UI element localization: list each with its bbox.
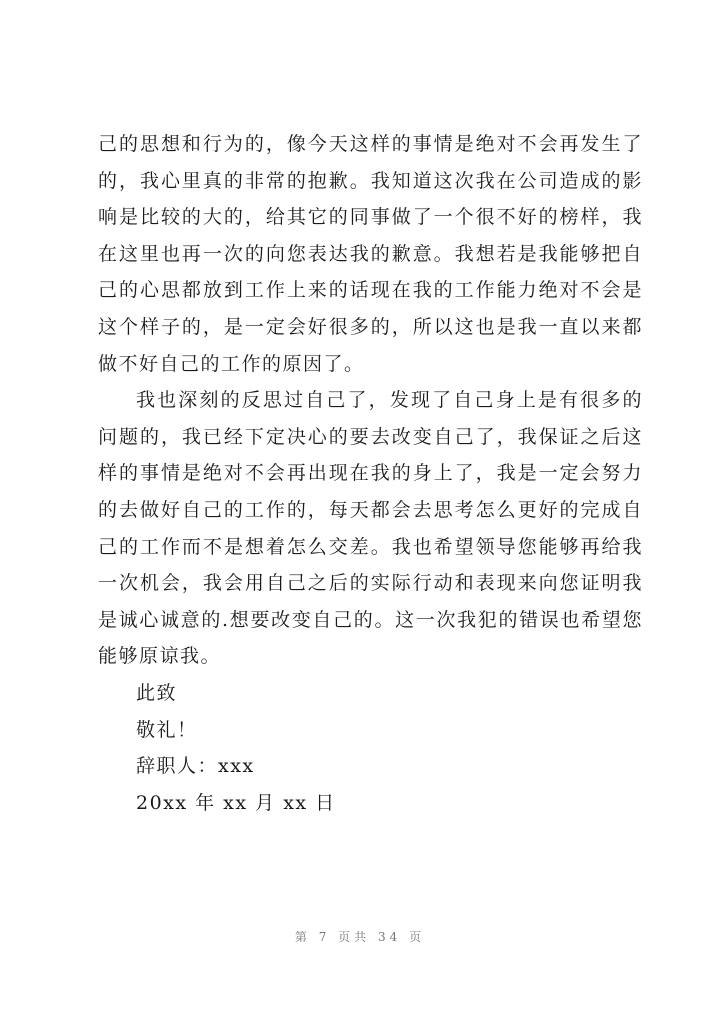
date-line: 20xx 年 xx 月 xx 日: [136, 791, 336, 814]
signature-line: 辞职人：xxx: [136, 755, 255, 778]
page-number-footer: 第 7 页共 34 页: [294, 930, 426, 944]
paragraph-2: 我也深刻的反思过自己了，发现了自己身上是有很多的问题的，我已经下定决心的要去改变自己了，我保证之后这样的事情是绝对不会再出现在我的身上了，我是一定会努力的去做好自己的工作的，每天都会去思考怎么更好的完成自己的工作而不是想着怎么交差。我也希望领导您能够再给我一次机会，我会用自己之后的实际行动和表现来向您证明我是诚心诚意的.想要改变自己的。这一次我犯的错误也希望您能够原谅我。: [98, 389, 643, 668]
paragraph-1: 己的思想和行为的，像今天这样的事情是绝对不会再发生了的，我心里真的非常的抱歉。我知道这次我在公司造成的影响是比较的大的，给其它的同事做了一个很不好的榜样，我在这里也再一次的向您表达我的歉意。我想若是我能够把自己的心思都放到工作上来的话现在我的工作能力绝对不会是这个样子的，是一定会好很多的，所以这也是我一直以来都做不好自己的工作的原因了。: [98, 133, 643, 375]
salute-line: 敬礼！: [136, 718, 198, 741]
document-body: [98, 126, 643, 821]
closing-line: 此致: [136, 681, 178, 704]
